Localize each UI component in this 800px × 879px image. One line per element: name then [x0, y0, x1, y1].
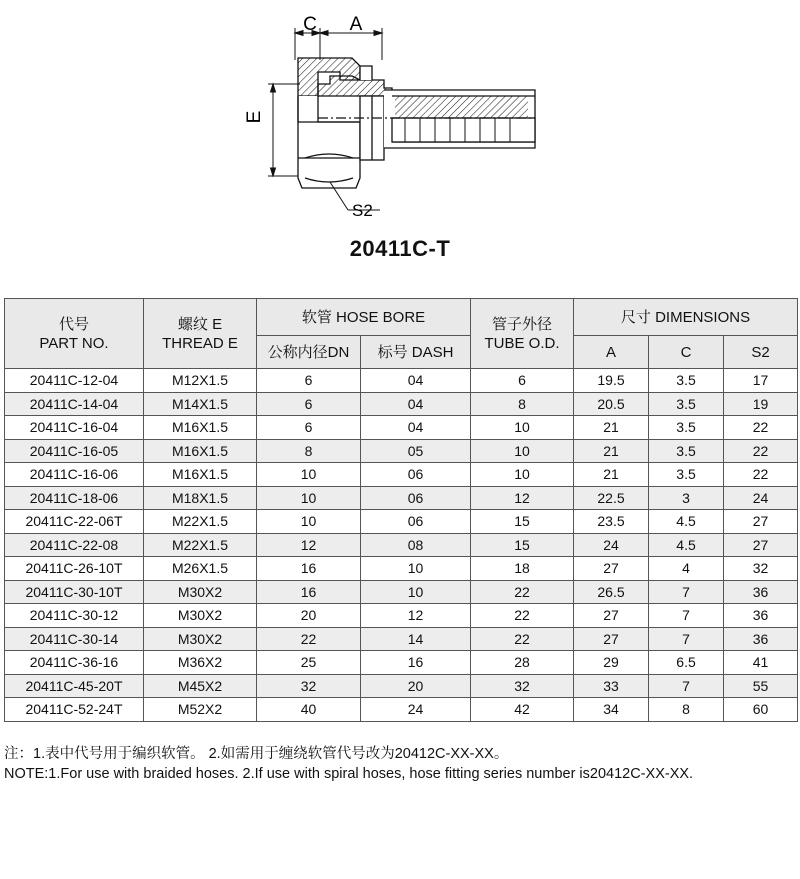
cell-dn: 12 — [257, 533, 361, 557]
header-part-no-cn: 代号 — [58, 315, 89, 333]
cell-a: 33 — [574, 674, 649, 698]
cell-dn: 10 — [257, 463, 361, 487]
cell-part: 20411C-30-12 — [5, 604, 144, 628]
cell-dash: 12 — [361, 604, 471, 628]
header-thread-en: THREAD E — [162, 334, 238, 352]
header-c: C — [649, 336, 724, 369]
cell-s2: 22 — [724, 463, 798, 487]
cell-part: 20411C-45-20T — [5, 674, 144, 698]
label-s2: S2 — [352, 201, 373, 220]
cell-dn: 20 — [257, 604, 361, 628]
header-tube-od-cn: 管子外径 — [492, 315, 553, 333]
cell-dash: 05 — [361, 439, 471, 463]
cell-part: 20411C-16-05 — [5, 439, 144, 463]
cell-part: 20411C-36-16 — [5, 651, 144, 675]
cell-c: 3.5 — [649, 416, 724, 440]
cell-s2: 36 — [724, 627, 798, 651]
cell-thread: M30X2 — [144, 627, 257, 651]
cell-dash: 06 — [361, 486, 471, 510]
cell-c: 7 — [649, 604, 724, 628]
cell-thread: M30X2 — [144, 604, 257, 628]
cell-thread: M45X2 — [144, 674, 257, 698]
table-row — [5, 439, 798, 463]
cell-tube: 18 — [471, 557, 574, 581]
cell-dash: 08 — [361, 533, 471, 557]
cell-thread: M22X1.5 — [144, 510, 257, 534]
table-row — [5, 651, 798, 675]
header-thread-cn: 螺纹 E — [177, 315, 223, 333]
cell-a: 26.5 — [574, 580, 649, 604]
cell-s2: 36 — [724, 604, 798, 628]
cell-a: 23.5 — [574, 510, 649, 534]
cell-c: 7 — [649, 580, 724, 604]
header-dash: 标号 DASH — [361, 336, 471, 369]
cell-dn: 16 — [257, 557, 361, 581]
table-row — [5, 463, 798, 487]
label-c: C — [303, 14, 317, 35]
cell-thread: M18X1.5 — [144, 486, 257, 510]
table-row — [5, 580, 798, 604]
cell-part: 20411C-22-08 — [5, 533, 144, 557]
cell-dash: 24 — [361, 698, 471, 722]
cell-a: 20.5 — [574, 392, 649, 416]
cell-a: 27 — [574, 604, 649, 628]
cell-thread: M16X1.5 — [144, 416, 257, 440]
cell-c: 4.5 — [649, 510, 724, 534]
cell-s2: 27 — [724, 510, 798, 534]
cell-dn: 10 — [257, 510, 361, 534]
cell-dash: 16 — [361, 651, 471, 675]
cell-thread: M12X1.5 — [144, 369, 257, 393]
cell-dash: 10 — [361, 580, 471, 604]
cell-part: 20411C-18-06 — [5, 486, 144, 510]
table-row — [5, 698, 798, 722]
cell-c: 4 — [649, 557, 724, 581]
cell-part: 20411C-22-06T — [5, 510, 144, 534]
cell-tube: 22 — [471, 604, 574, 628]
table-row — [5, 627, 798, 651]
table-row — [5, 533, 798, 557]
table-row — [5, 510, 798, 534]
header-part-no-en: PART NO. — [39, 334, 109, 352]
cell-tube: 15 — [471, 510, 574, 534]
cell-dash: 14 — [361, 627, 471, 651]
fitting-drawing — [0, 0, 800, 235]
cell-tube: 12 — [471, 486, 574, 510]
cell-dash: 06 — [361, 463, 471, 487]
cell-tube: 10 — [471, 463, 574, 487]
cell-c: 8 — [649, 698, 724, 722]
cell-tube: 42 — [471, 698, 574, 722]
cell-dash: 04 — [361, 416, 471, 440]
cell-dash: 10 — [361, 557, 471, 581]
cell-dash: 04 — [361, 392, 471, 416]
cell-s2: 55 — [724, 674, 798, 698]
cell-thread: M22X1.5 — [144, 533, 257, 557]
cell-s2: 22 — [724, 439, 798, 463]
cell-c: 3.5 — [649, 463, 724, 487]
cell-dn: 8 — [257, 439, 361, 463]
cell-a: 27 — [574, 627, 649, 651]
cell-thread: M26X1.5 — [144, 557, 257, 581]
cell-s2: 19 — [724, 392, 798, 416]
cell-a: 21 — [574, 439, 649, 463]
label-e: E — [244, 110, 265, 124]
cell-tube: 6 — [471, 369, 574, 393]
header-dn: 公称内径DN — [257, 336, 361, 369]
header-tube-od — [471, 299, 574, 369]
cell-c: 3.5 — [649, 392, 724, 416]
cell-part: 20411C-26-10T — [5, 557, 144, 581]
cell-part: 20411C-12-04 — [5, 369, 144, 393]
table-row — [5, 486, 798, 510]
cell-dn: 6 — [257, 392, 361, 416]
cell-dn: 16 — [257, 580, 361, 604]
cell-s2: 41 — [724, 651, 798, 675]
cell-s2: 27 — [724, 533, 798, 557]
cell-dn: 6 — [257, 369, 361, 393]
cell-a: 21 — [574, 463, 649, 487]
cell-tube: 22 — [471, 580, 574, 604]
cell-a: 27 — [574, 557, 649, 581]
cell-c: 3 — [649, 486, 724, 510]
cell-dn: 25 — [257, 651, 361, 675]
cell-s2: 24 — [724, 486, 798, 510]
cell-part: 20411C-16-04 — [5, 416, 144, 440]
header-part-no — [5, 299, 144, 369]
cell-c: 7 — [649, 674, 724, 698]
note-en: NOTE:1.For use with braided hoses. 2.If use with spiral hoses, hose fitting series number is20412C-XX-XX. — [4, 766, 694, 782]
header-thread — [144, 299, 257, 369]
header-s2: S2 — [724, 336, 798, 369]
cell-dn: 22 — [257, 627, 361, 651]
cell-part: 20411C-16-06 — [5, 463, 144, 487]
header-dimensions: 尺寸 DIMENSIONS — [574, 299, 798, 336]
cell-dn: 32 — [257, 674, 361, 698]
cell-s2: 60 — [724, 698, 798, 722]
cell-dn: 10 — [257, 486, 361, 510]
table-row — [5, 416, 798, 440]
cell-a: 24 — [574, 533, 649, 557]
note-cn: 注：1.表中代号用于编织软管。 2.如需用于缠绕软管代号改为20412C-XX-XX。 — [4, 746, 509, 762]
table-row — [5, 369, 798, 393]
cell-s2: 17 — [724, 369, 798, 393]
cell-tube: 10 — [471, 416, 574, 440]
cell-c: 7 — [649, 627, 724, 651]
table-row — [5, 392, 798, 416]
cell-a: 29 — [574, 651, 649, 675]
cell-tube: 28 — [471, 651, 574, 675]
cell-tube: 10 — [471, 439, 574, 463]
spec-table — [4, 298, 798, 722]
cell-dash: 04 — [361, 369, 471, 393]
cell-thread: M36X2 — [144, 651, 257, 675]
cell-c: 3.5 — [649, 439, 724, 463]
table-body — [5, 369, 798, 722]
cell-dn: 40 — [257, 698, 361, 722]
dimension-e — [268, 84, 300, 176]
cell-part: 20411C-14-04 — [5, 392, 144, 416]
cell-c: 4.5 — [649, 533, 724, 557]
cell-a: 21 — [574, 416, 649, 440]
cell-dn: 6 — [257, 416, 361, 440]
cell-dash: 06 — [361, 510, 471, 534]
header-a: A — [574, 336, 649, 369]
table-row — [5, 604, 798, 628]
cell-s2: 32 — [724, 557, 798, 581]
cell-thread: M30X2 — [144, 580, 257, 604]
cell-thread: M14X1.5 — [144, 392, 257, 416]
cell-s2: 22 — [724, 416, 798, 440]
cell-thread: M16X1.5 — [144, 463, 257, 487]
cell-thread: M16X1.5 — [144, 439, 257, 463]
header-hose-bore: 软管 HOSE BORE — [257, 299, 471, 336]
cell-thread: M52X2 — [144, 698, 257, 722]
cell-part: 20411C-30-14 — [5, 627, 144, 651]
page-title: 20411C-T — [349, 236, 451, 261]
cell-c: 6.5 — [649, 651, 724, 675]
header-tube-od-en: TUBE O.D. — [484, 334, 560, 352]
cell-a: 22.5 — [574, 486, 649, 510]
cell-a: 19.5 — [574, 369, 649, 393]
table-row — [5, 674, 798, 698]
table-row — [5, 557, 798, 581]
cell-tube: 15 — [471, 533, 574, 557]
cell-dash: 20 — [361, 674, 471, 698]
cell-c: 3.5 — [649, 369, 724, 393]
cell-s2: 36 — [724, 580, 798, 604]
cell-tube: 22 — [471, 627, 574, 651]
label-a: A — [349, 14, 363, 35]
cell-a: 34 — [574, 698, 649, 722]
cell-tube: 32 — [471, 674, 574, 698]
cell-part: 20411C-52-24T — [5, 698, 144, 722]
cell-part: 20411C-30-10T — [5, 580, 144, 604]
cell-tube: 8 — [471, 392, 574, 416]
